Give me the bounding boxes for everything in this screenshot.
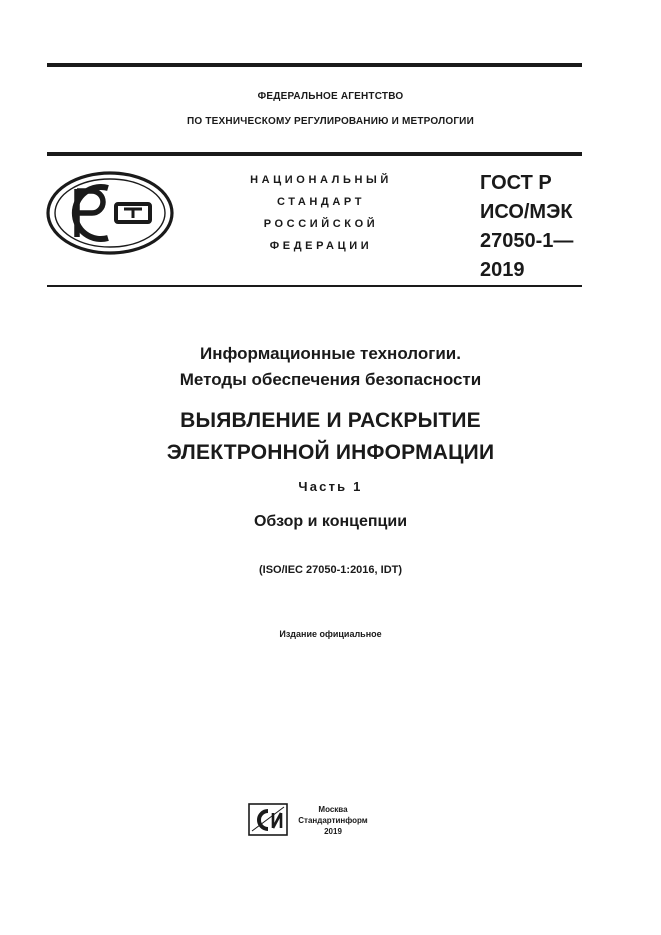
part-subtitle: Обзор и концепции [253, 513, 408, 530]
bottom-rule [47, 285, 582, 287]
designation-line: ГОСТ Р [480, 172, 552, 194]
agency-name-line2: ПО ТЕХНИЧЕСКОМУ РЕГУЛИРОВАНИЮ И МЕТРОЛОГИИ [187, 116, 474, 127]
national-standard-line: НАЦИОНАЛЬНЫЙ [250, 174, 392, 186]
general-title-line2: Методы обеспечения безопасности [179, 370, 482, 389]
national-standard-line: ФЕДЕРАЦИИ [269, 240, 373, 252]
iso-reference: (ISO/IEC 27050-1:2016, IDT) [258, 564, 403, 576]
designation-line: ИСО/МЭК [480, 201, 573, 223]
general-title-line1: Информационные технологии. [200, 344, 461, 363]
top-rule [47, 63, 582, 67]
publisher-year: 2019 [324, 827, 342, 836]
main-title-line2: ЭЛЕКТРОННОЙ ИНФОРМАЦИИ [166, 441, 495, 464]
national-standard-line: СТАНДАРТ [276, 196, 366, 208]
national-standard-line: РОССИЙСКОЙ [263, 218, 379, 230]
standartinform-logo-icon [248, 803, 288, 836]
agency-name-line1: ФЕДЕРАЛЬНОЕ АГЕНТСТВО [257, 91, 404, 102]
main-title-line1: ВЫЯВЛЕНИЕ И РАСКРЫТИЕ [180, 409, 481, 432]
designation-line: 27050-1— [480, 230, 574, 252]
publisher-name: Стандартинформ [298, 816, 368, 825]
edition-label: Издание официальное [279, 629, 382, 639]
publisher-info [295, 804, 371, 837]
designation-line: 2019 [480, 259, 525, 281]
standard-designation [480, 169, 620, 285]
national-standard-label [232, 169, 410, 257]
middle-rule [47, 152, 582, 156]
publisher-city: Москва [318, 805, 348, 814]
part-label: Часть 1 [298, 479, 363, 494]
rst-certification-mark-icon [46, 171, 174, 255]
